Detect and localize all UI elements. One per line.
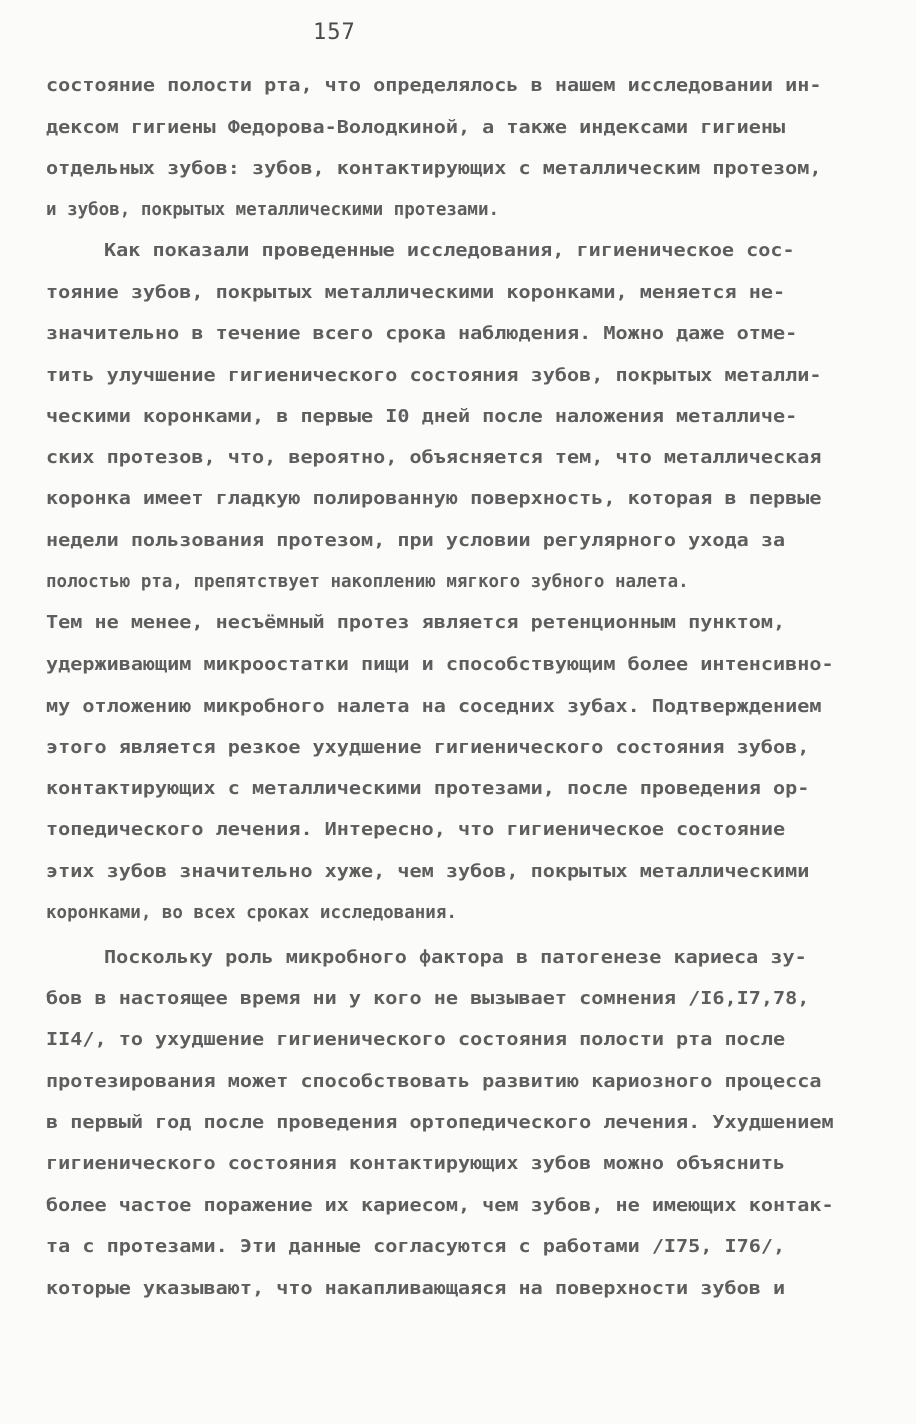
text-line: этих зубов значительно хуже, чем зубов, покрытых металлическими [46, 862, 810, 882]
text-line: которые указывают, что накапливающаяся на поверхности зубов и [46, 1279, 786, 1299]
text-line: удерживающим микроостатки пищи и способствующим более интенсивно- [46, 655, 834, 675]
text-line: та с протезами. Эти данные согласуются с работами /I75, I76/, [46, 1237, 786, 1257]
text-line: более частое поражение их кариесом, чем зубов, не имеющих контак- [46, 1196, 834, 1216]
text-line: полостью рта, препятствует накоплению мягкого зубного налета. [46, 572, 689, 592]
text-line: Как показали проведенные исследования, гигиеническое сос- [104, 241, 795, 261]
text-line: тояние зубов, покрытых металлическими коронками, меняется не- [46, 283, 786, 303]
text-line: Поскольку роль микробного фактора в патогенезе кариеса зу- [104, 948, 807, 968]
text-line: Тем не менее, несъёмный протез является ретенционным пунктом, [46, 613, 786, 633]
text-line: дексом гигиены Федорова-Володкиной, а также индексами гигиены [46, 118, 786, 138]
text-line: протезирования может способствовать развитию кариозного процесса [46, 1072, 822, 1092]
text-line: коронка имеет гладкую полированную поверхность, которая в первые [46, 489, 822, 509]
text-line: ских протезов, что, вероятно, объясняется тем, что металлическая [46, 448, 822, 468]
text-line: значительно в течение всего срока наблюдения. Можно даже отме- [46, 324, 798, 344]
text-line: ческими коронками, в первые I0 дней после наложения металличе- [46, 407, 798, 427]
page-number: 157 [313, 20, 356, 45]
text-line: состояние полости рта, что определялось в нашем исследовании ин- [46, 76, 822, 96]
text-line: топедического лечения. Интересно, что гигиеническое состояние [46, 820, 786, 840]
text-line: коронками, во всех сроках исследования. [46, 903, 457, 923]
text-line: контактирующих с металлическими протезами, после проведения ор- [46, 779, 810, 799]
text-line: недели пользования протезом, при условии регулярного ухода за [46, 531, 786, 551]
text-line: отдельных зубов: зубов, контактирующих с металлическим протезом, [46, 159, 822, 179]
text-line: тить улучшение гигиенического состояния зубов, покрытых металли- [46, 366, 822, 386]
text-line: этого является резкое ухудшение гигиенического состояния зубов, [46, 738, 810, 758]
text-line: му отложению микробного налета на соседних зубах. Подтверждением [46, 697, 822, 717]
text-line: гигиенического состояния контактирующих зубов можно объяснить [46, 1154, 786, 1174]
text-line: в первый год после проведения ортопедического лечения. Ухудшением [46, 1113, 834, 1133]
text-line: бов в настоящее время ни у кого не вызывает сомнения /I6,I7,78, [46, 989, 810, 1009]
text-line: и зубов, покрытых металлическими протезами. [46, 200, 500, 220]
text-line: II4/, то ухудшение гигиенического состояния полости рта после [46, 1030, 786, 1050]
